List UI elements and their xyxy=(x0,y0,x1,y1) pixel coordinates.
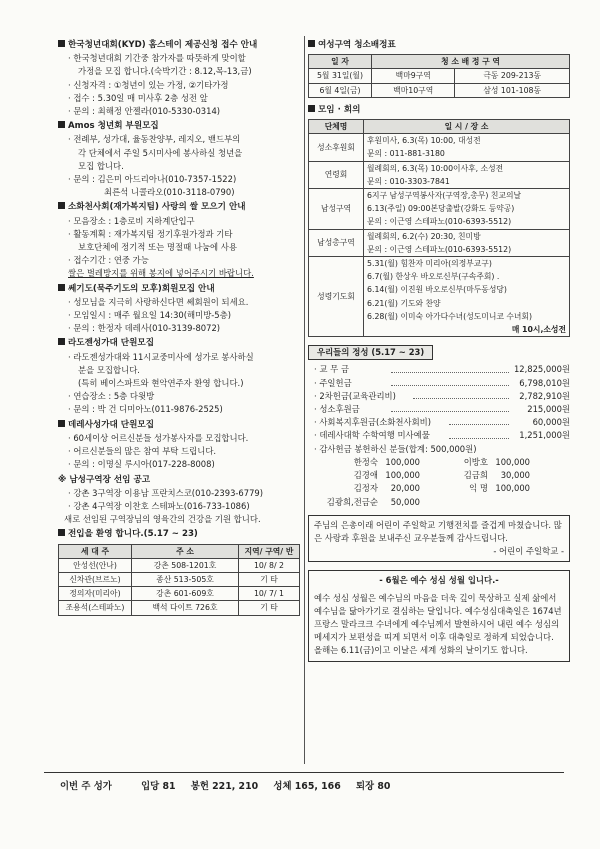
square-bullet-icon xyxy=(308,40,315,47)
table-row xyxy=(309,257,570,337)
welfare-line: 보호단체에 정기적 또는 명절때 나눔에 사용 xyxy=(78,242,237,253)
latino-line: 분을 모집합니다. xyxy=(78,364,140,375)
cleaning-table xyxy=(308,54,570,98)
rosary-title: 쎄기도(묵주기도의 모후)회원모집 안내 xyxy=(58,283,300,296)
table-header: 지역/ 구역/ 반 xyxy=(239,544,300,558)
table-cell: 종산 513-505호 xyxy=(132,572,239,586)
table-cell: 10/ 8/ 2 xyxy=(239,558,300,572)
table-header: 단체명 xyxy=(309,120,364,134)
district-line: 새로 선임된 구역장님의 영육간의 건강을 기원 합니다. xyxy=(64,514,261,525)
table-cell: 조용석(스테파노) xyxy=(59,601,132,615)
table-cell: 정의자(미리아) xyxy=(59,587,132,601)
table-header-row xyxy=(309,55,570,69)
table-row xyxy=(59,558,300,572)
table-row xyxy=(309,83,570,97)
rosary-section xyxy=(58,283,300,336)
latino-title: 라도젠성가대 단원모집 xyxy=(58,337,300,350)
table-cell: 6지구 남성구역봉사자(구역장,총무) 친교의날 6.13(주일) 09:00본당출발(강화도 등약공) 문의 : 이근영 스테파노(010-6393-5512) xyxy=(364,189,570,230)
deresa-line: · 어르신분들의 많은 참여 부탁 드립니다. xyxy=(68,446,217,457)
kyd-line: · 문의 : 최해정 안젤라(010-5330-0314) xyxy=(68,106,221,117)
latino-line: (특히 베이스파트와 현악연주자 환영 합니다.) xyxy=(78,378,244,389)
table-cell: 신차관(브르노) xyxy=(59,572,132,586)
square-bullet-icon xyxy=(58,202,65,209)
table-header-row xyxy=(309,120,570,134)
table-row xyxy=(309,189,570,230)
table-row xyxy=(309,161,570,188)
latino-line: · 연습장소 : 5층 다윗방 xyxy=(68,391,155,402)
amos-line: 최른석 니콜라오(010-3118-0790) xyxy=(104,187,235,198)
cleaning-title: 여성구역 청소배정표 xyxy=(308,39,570,52)
welfare-line: · 접수기간 : 연중 가능 xyxy=(68,255,149,266)
offering-row: · 데레사대학 수학여행 미사예물 1,251,000원 xyxy=(314,430,570,441)
table-cell: 10/ 7/ 1 xyxy=(239,587,300,601)
left-column xyxy=(58,37,300,616)
table-cell: 월례회의, 6.3(목) 10:00이사후, 소성전 문의 : 010-3303-7841 xyxy=(364,161,570,188)
offering-row: · 사회복지후원금(소화천사회비) 60,000원 xyxy=(314,417,570,428)
right-column xyxy=(308,37,570,662)
offerings-title: 우리들의 정성 (5.17 ~ 23) xyxy=(308,345,433,360)
welfare-section xyxy=(58,201,300,280)
table-row xyxy=(309,69,570,83)
amos-line: · 전례부, 성가대, 율동찬양부, 레지오, 밴드부의 xyxy=(68,134,241,145)
welfare-note: 쌀은 벌레방지를 위해 봉지에 넣어주시기 바랍니다. xyxy=(68,268,254,279)
rosary-line: · 성모님을 지극히 사랑하신다면 쎄회원이 되세요. xyxy=(68,296,249,307)
table-cell: 백석 다이트 726호 xyxy=(132,601,239,615)
latino-line: · 라도젠성가대와 11시교중미사에 성가로 봉사하실 xyxy=(68,351,254,362)
amos-title: Amos 청년회 부원모집 xyxy=(58,120,300,133)
district-line: · 강촌 3구역장 이용남 프란치스코(010-2393-6779) xyxy=(68,487,264,498)
table-row xyxy=(59,587,300,601)
amos-line: · 문의 : 김은미 아드리아나(010-7357-1522) xyxy=(68,174,237,185)
square-bullet-icon xyxy=(58,529,65,536)
district-section xyxy=(58,474,300,527)
hymn-entrance: 입당 81 xyxy=(141,781,176,792)
hymn-recess: 퇴장 80 xyxy=(356,781,391,792)
table-cell: 삼성 101-108동 xyxy=(455,83,570,97)
welfare-title: 소화천사회(재가복지팀) 사랑의 쌀 모으기 안내 xyxy=(58,201,300,214)
kyd-title: 한국청년대회(KYD) 홈스테이 제공신청 접수 안내 xyxy=(58,39,300,52)
square-bullet-icon xyxy=(58,40,65,47)
square-bullet-icon xyxy=(308,105,315,112)
meetings-section xyxy=(308,104,570,337)
meetings-table xyxy=(308,119,570,337)
deresa-line: · 60세이상 어르신분들 성가봉사자를 모집합니다. xyxy=(68,432,249,443)
district-title: ※ 남성구역장 선임 공고 xyxy=(58,474,151,485)
movein-title: 전입을 환영 합니다.(5.17 ~ 23) xyxy=(58,528,300,541)
offerings-section xyxy=(308,341,570,508)
latino-section xyxy=(58,337,300,416)
offering-row: · 성소후원금 215,000원 xyxy=(314,404,570,415)
amos-line: 각 단체에서 주일 5시미사에 봉사하실 청년을 xyxy=(78,147,243,158)
table-cell: 성소후원회 xyxy=(309,134,364,161)
hymn-communion: 성체 165, 166 xyxy=(273,781,341,792)
table-cell: 5.31(월) 힘찬자 미리아(의정부교구) 6.7(월) 한상우 바오로신부(구속주회) . 6.14(월) 이진원 바오로신부(마두동성당) 6.21(월) 기도와 찬양 6.28(월) 이미숙 아가다수녀(성도미니코 수녀회) 매 10시,소성전 xyxy=(364,257,570,337)
table-cell: 연령회 xyxy=(309,161,364,188)
kyd-line: · 한국청년대회 기간중 참가자를 따뜻하게 맞이할 xyxy=(68,53,246,64)
kyd-section xyxy=(58,39,300,118)
table-cell: 기 타 xyxy=(239,572,300,586)
column-divider xyxy=(304,36,305,764)
table-cell: 성령기도회 xyxy=(309,257,364,337)
offering-row: · 2차헌금(교육관리비) 2,782,910원 xyxy=(314,390,570,401)
square-bullet-icon xyxy=(58,284,65,291)
table-row xyxy=(59,601,300,615)
offering-row: · 교 무 금 12,825,000원 xyxy=(314,364,570,375)
sacred-heart-notice: - 6월은 예수 성심 성월 입니다.- 예수 성심 성월은 예수님의 마음을 더욱 깊이 묵상하고 실제 삶에서 예수님을 닮아가기로 결심하는 달입니다. 예수성심대축일은 1674년 프랑스 말라크크 수녀에게 예수님께서 발현하시어 내린 예수 성심의 메세지가 보편성을 띠게 되면서 이후 대축일로 정하게 되었습니다. 올해는 6.11(금)이고 이날은 세계 성화의 날이기도 합니다. xyxy=(308,570,570,661)
table-row xyxy=(59,572,300,586)
deresa-section xyxy=(58,419,300,472)
welfare-line: · 활동계획 : 재가복지팀 정기후원가정과 기타 xyxy=(68,228,233,239)
kyd-line: · 접수 : 5.30일 매 미사후 2층 성전 앞 xyxy=(68,92,208,103)
table-cell: 남성총구역 xyxy=(309,229,364,256)
table-header: 주 소 xyxy=(132,544,239,558)
kyd-line: 가정을 모집 합니다.(숙박기간 : 8.12,목-13,금) xyxy=(78,66,252,77)
table-header-row xyxy=(59,544,300,558)
kyd-line: · 신청자격 : ①청년이 있는 가정, ②기타가정 xyxy=(68,79,229,90)
table-cell: 후원미사, 6.3(목) 10:00, 대성전 문의 : 011-881-3180 xyxy=(364,134,570,161)
table-cell: 남성구역 xyxy=(309,189,364,230)
welfare-line: · 모음장소 : 1층로비 지하계단입구 xyxy=(68,215,195,226)
table-cell: 백마9구역 xyxy=(372,69,455,83)
hymn-offertory: 봉헌 221, 210 xyxy=(190,781,259,792)
amos-line: 모집 합니다. xyxy=(78,160,124,171)
table-cell: 안성선(안나) xyxy=(59,558,132,572)
table-cell: 강촌 601-609호 xyxy=(132,587,239,601)
rosary-line: · 모임일시 : 매주 월요일 14:30(해미방-5층) xyxy=(68,310,231,321)
amos-section xyxy=(58,120,300,199)
table-cell: 기 타 xyxy=(239,601,300,615)
square-bullet-icon xyxy=(58,338,65,345)
table-row xyxy=(309,229,570,256)
table-cell: 6월 4일(금) xyxy=(309,83,372,97)
hymn-label: 이번 주 성가 xyxy=(60,781,112,792)
table-cell: 월례회의, 6.2(수) 20:30, 친미방 문의 : 이근영 스테파노(010-6393-5512) xyxy=(364,229,570,256)
movein-section xyxy=(58,528,300,615)
table-header: 일 시 / 장 소 xyxy=(364,120,570,134)
deresa-title: 데레사성가대 단원모집 xyxy=(58,419,300,432)
school-notice: 주님의 은총이래 어린이 주일학교 기행전치를 즐겁게 마쳤습니다. 많은 사랑과 후원을 보내주신 교우분들께 감사드립니다. - 어린이 주일학교 - xyxy=(308,515,570,563)
table-cell: 5월 31일(월) xyxy=(309,69,372,83)
table-header: 청 소 배 정 구 역 xyxy=(372,55,570,69)
table-cell: 극동 209-213동 xyxy=(455,69,570,83)
hymn-footer xyxy=(44,772,564,792)
offering-row: · 주일헌금 6,798,010원 xyxy=(314,377,570,388)
table-header: 세 대 주 xyxy=(59,544,132,558)
donor-grid: 한정숙 100,000 이방호 100,000 김경애 100,000 김금희 30,000 김정자 20,000 익 명 100,000 김광희,전금순 50,000 xyxy=(326,456,530,507)
table-cell: 백마10구역 xyxy=(372,83,455,97)
square-bullet-icon xyxy=(58,121,65,128)
meetings-title: 모임 · 회의 xyxy=(308,104,570,117)
cleaning-section xyxy=(308,39,570,98)
deresa-line: · 문의 : 이명실 루시아(017-228-8008) xyxy=(68,459,215,470)
thanks-line: · 감사헌금 봉헌하신 분들(합계: 500,000원) xyxy=(314,443,477,454)
table-cell: 강촌 508-1201호 xyxy=(132,558,239,572)
district-line: · 강촌 4구역장 이찬호 스테파노(016-733-1086) xyxy=(68,500,250,511)
latino-line: · 문의 : 박 건 디미아노(011-9876-2525) xyxy=(68,404,223,415)
movein-table xyxy=(58,544,300,616)
rosary-line: · 문의 : 한정자 데레사(010-3139-8072) xyxy=(68,323,221,334)
table-header: 일 자 xyxy=(309,55,372,69)
table-row xyxy=(309,134,570,161)
square-bullet-icon xyxy=(58,420,65,427)
